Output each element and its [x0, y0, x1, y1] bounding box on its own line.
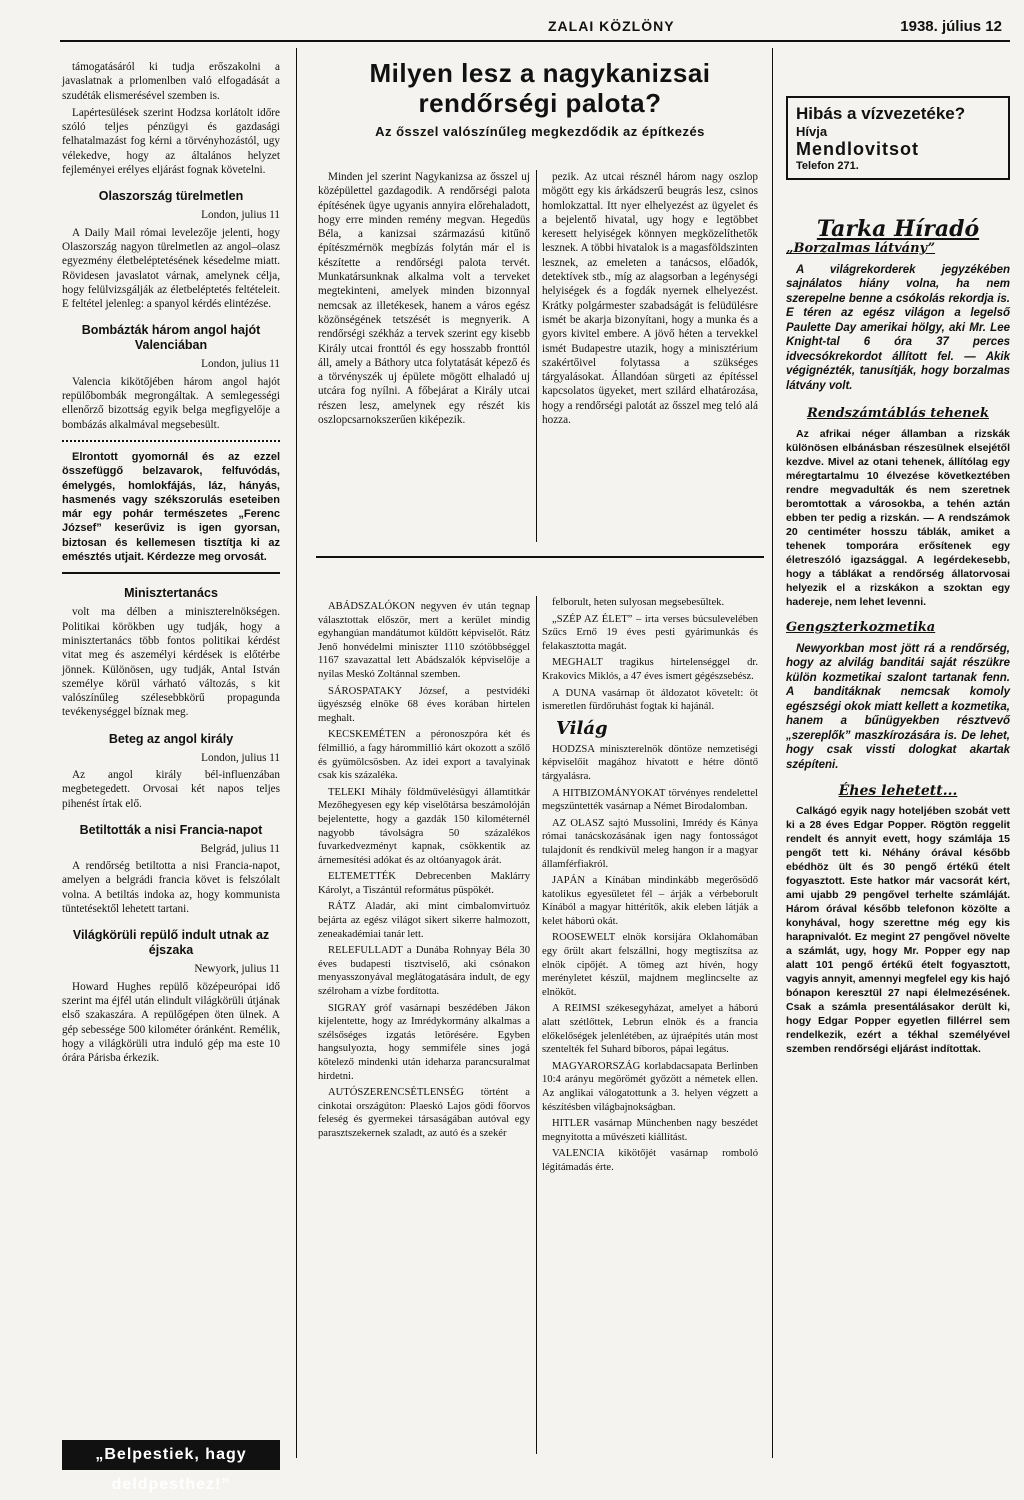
news-item: JAPÁN a Kínában mindinkább megerősödő katolikus egyesületet fél – árják a vérbeborult Kínából a magyar hittérítők, akik eleben látják a kelet háború okát. — [542, 875, 758, 927]
advertisement-banner: „Belpestiek, hagy deldpesthez!” — [62, 1440, 280, 1470]
news-item: felborult, heten sulyosan megsebesültek. — [552, 597, 725, 608]
news-item: A HITBIZOMÁNYOKAT törvényes rendelettel megszüntették vasárnap a Német Birodalomban. — [542, 787, 758, 813]
header-rule — [60, 40, 1010, 42]
newspaper-name: ZALAI KÖZLÖNY — [548, 18, 675, 34]
news-column-4 — [542, 596, 758, 1178]
news-item: HODZSA miniszterelnök döntöze nemzetiségi képviselőit magához hívatott e hétre döntő tárgyalásra. — [542, 743, 758, 782]
page-header — [0, 14, 1024, 40]
separator — [62, 440, 280, 442]
headline-francia-nap: Betiltották a nisi Francia-napot — [79, 822, 263, 837]
main-article-header — [316, 58, 764, 139]
column-divider — [536, 596, 537, 1454]
section-title: Tarka Híradó — [816, 216, 980, 242]
main-headline: Milyen lesz a nagykanizsai rendőrségi palota? — [369, 58, 711, 118]
column-divider — [296, 48, 297, 1458]
column-5 — [786, 216, 1010, 1059]
news-item: MAGYARORSZÁG korlabdacsapata Berlinben 10:4 arányu megörömét győzött a németek ellen. Az anglikai válogatottunk a 3. helyen végzett a készítésben világbajnokságban. — [542, 1060, 758, 1113]
column-1 — [62, 60, 280, 1068]
article-body: volt ma délben a miniszterelnökségen. Politikai körökben ugy tudják, hogy a minisztertanács több fontos politikai kérdést vitat meg és aszemélyi kérdések is előtérbe jönnek. Különösen, ugy tudják, Antal István személye körül várható változás, s kit valószínűleg szélesebbkörű propagunda tevékenységgel bíznak meg. — [62, 606, 280, 719]
headline-minisztertanacs: Minisztertanács — [124, 586, 218, 601]
news-item: HITLER vasárnap Münchenben nagy beszédet megnyitotta a művészeti kiállítást. — [542, 1118, 758, 1143]
headline-olaszorszag: Olaszország türelmetlen — [98, 189, 244, 204]
article-body: Valencia kikötőjében három angol hajót repülőbombák megrongáltak. A semlegességi ellenőrző bizottság egyik belga megfigyelője a bombázás alkalmával megsebesült. — [62, 375, 280, 431]
news-item: MEGHALT tragikus hirtelenséggel dr. Krakovics Miklós, a 47 éves ismert gégészsebész. — [542, 657, 758, 682]
separator — [62, 572, 280, 574]
lead-paragraph: támogatásáról ki tudja erőszakolni a javaslatnak a prlomenlben való elfogadását a szudéták elismerésével szemben is. — [62, 61, 280, 102]
headline-beteg-kiraly: Beteg az angol király — [108, 731, 234, 746]
article-body: Howard Hughes repülő középeurópai idő szerint ma éjfél után elindult világkörüli útjának első szakaszára. A repülőgépen öten ülnek. A gép sebessége 500 kilométer óránként. Remélik, hogy a világkörüli utra induló gép ma este 10 órára Párisba érkezik. — [62, 980, 280, 1065]
lead-paragraph: Lapértesülések szerint Hodzsa korlátolt időre szóló teljes pénzügyi és gazdasági felhatalmazást fog kérni a törvényhozástól, ugy vélekedve, hogy az általános helyzet fejleményei erélyes eljárást fognak követelni. — [62, 106, 280, 177]
article-body: Calkágó egyik nagy hoteljében szobát vett ki a 28 éves Edgar Popper. Rögtön reggelit rendelt és annyit evett, hogy számlája 15 pengőt tett ki. Néhány órával később ebédhöz ült és 30 pengő értékű ételt fogyasztott. Este hatkor már vacsorát kért, ami ujabb 29 pengővel terhelte számláját. Három órával később telefonon közölte a konyhával, hogy szerettne még egy kis harapnivalót. Ez megint 27 pengővel növelte a számlát, ugy, hogy Mr. Popper egy nap alatt 101 pengő értékű ételt fogyasztott, vagyis annyit, amennyi megfelel egy kis hajó bónapon keresztül 27 napi élelmezésének. Csak a számla presentálásakor derült ki, hogy Edgar Popper egyetlen fillérrel sem rendelkezik, ezért a tékhal személyével szemben rendőrségi eljárást indítottak. — [786, 805, 1010, 1056]
news-item: AZ OLASZ sajtó Mussolini, Imrédy és Kánya római tanácskozásának igen nagy fontosságot tulajdonít és rendkívül meleg hangon ír a magyar államférfiakról. — [542, 817, 758, 870]
main-subheadline: Az ősszel valószínűleg megkezdődik az építkezés — [375, 124, 705, 139]
news-item: RÁTZ Aladár, aki mint cimbalomvirtuóz bejárta az egész világot sikert sikerre halmozott, zeneakadémiai tanár lett. — [318, 901, 530, 940]
dateline: London, julius 11 — [201, 751, 280, 764]
article-body: Az angol király bél-influenzában megbetegedett. Orvosai két napos teljes pihenést írtak elő. — [62, 768, 280, 810]
news-item: KECSKEMÉTEN a péronoszpóra két és félmillió, a fagy hárommillió kárt okozott a szőlő és gyümölcsösben. Az idei export a tavalyinak csak kis százaléka. — [318, 729, 530, 782]
article-body: pezik. Az utcai résznél három nagy oszlop mögött egy kis árkádszerű beugrás lesz, csinos homlokzattal. Itt nyer elhelyezést az ügyelet és a bejelentő hivatal, ugy hogy e legtöbbet keresett helyiségek könnyen megközelíthetők lesznek. A többi hivatalok is a magasföldszinten lesznek, az emeleten a tanácsos, előadók, detektívek stb., míg az alagsorban a legénységi helyiségek és a fogdák nyernek elhelyezést. Krátky polgármester szabadságát is felüdülésre ismét be akarja bizonyítani, hogy a munka és a gyors kivitel embere. A jövő héten a tervekkel ismét Budapestre utazik, hogy a minisztérium szakértőivel folytassa a szükséges tárgyalásokat. Állandóan sürgeti az építéssel kapcsolatos ügyeket, mert szilárd elhatározása, hogy a rendőrségi palotát az ősszel meg teló alá hozza. — [542, 171, 758, 427]
news-item: SIGRAY gróf vasárnapi beszédében Jákon kijelentette, hogy az Imrédykormány alkalmas a szélsőséges izgatás letörésére. Egyben hangsulyozta, hogy semmiféle sines jogá kötelező mindenki után ideharza parancsuralmat hirdetni. — [318, 1002, 530, 1082]
article-body: Newyorkban most jött rá a rendőrség, hogy az alvilág banditái saját részükre külön kozmetikai szalont tartanak fenn. A banditáknak nemcsak komoly egészségi okok miatt kellett a kozmetika, hanem a bűnügyekben résztvevő „szereplők” maszkírozására is. De lehet, hogy csak vissti dologkat akartak szépíteni. — [786, 642, 1010, 771]
article-body: A Daily Mail római levelezője jelenti, hogy Olaszország nagyon türelmetlen az angol–olasz egyezmény életbeléptetésének késedelme miatt. Rövidesen javaslatot várnak, amelynek célja, hogy felülvizsgálják az életbeléptetés feltételeit. E feltétel jelenleg: a spanyol kérdés elintézése. — [62, 226, 280, 311]
headline-bombaztak: Bombázták három angol hajót Valenciában — [81, 323, 261, 353]
advertisement-ferenc-jozsef: Elrontott gyomornál és az ezzel összefüggő belzavarok, felfuvódás, émelygés, homlokfájás, láz, hányás, hasmenés vagy székszorulás eseteiben már egy pohár természetes „Ferenc József” keserűviz is igen gyorsan, biztosan és kellemesen tisztítja ki az emésztés utjait. Kérdezze meg orvosát. — [62, 450, 280, 564]
news-item: AUTÓSZERENCSÉTLENSÉG történt a cinkotai országúton: Plaeskó Lajos gödi főorvos feleség és gyermekei társaságában autóval egy parasztszekernek szaladt, az autó és a szekér — [318, 1087, 530, 1139]
article-body: Az afrikai néger államban a rizskák különösen elbánásban részesülnek elsejétől kezdve. Mivel az otani tehenek, állítólag egy méregtartalmu 10 élvezése következtében rendre megvadulták és nem szeretnek beromtottak a városokba, a tehén aztán ebben ter pedig a rizskán. — A rendszámok 20 centiméter hosszu táblák, amiket a tehenek tomporára erősítenek egy életreszóló igazsággal. A legérdekesebb, hogy a táblákat a rendőrség állatorvosai helyezik el a rizskákon a szoktan egy hadereje, nem lehet levenni. — [786, 428, 1010, 609]
ad-call: Hívja — [796, 124, 828, 139]
news-item: ELTEMETTÉK Debrecenben Maklárry Károlyt, a Tiszántúl református püspökét. — [318, 871, 530, 896]
headline-rendszamtablas: Rendszámtáblás tehenek — [807, 406, 989, 422]
main-article-left — [318, 170, 530, 430]
news-column-3 — [318, 600, 530, 1144]
headline-borzalmas: „Borzalmas látvány” — [786, 241, 936, 257]
dateline: Newyork, julius 11 — [194, 963, 280, 976]
column-divider — [536, 170, 537, 542]
dateline: London, julius 11 — [201, 358, 280, 371]
news-item: RELEFULLADT a Dunába Rohnyay Béla 30 éves budapesti tisztviselő, aki csónakon menyasszonyával meglátogatására indult, de egy szélroham a vízbe fordította. — [318, 945, 530, 998]
article-body: A rendőrség betiltotta a nisi Francia-napot, amelyen a belgrádi francia követ is felszólalt volna. A betiltás indoka az, hogy kommunista tüntetésektől lehetett tartani. — [62, 860, 280, 916]
headline-vilagkoruli-repulo: Világkörüli repülő indult utnak az éjszaka — [72, 928, 270, 958]
main-article-right — [542, 170, 758, 430]
news-item: ABÁDSZALÓKON negyven év után tegnap választottak először, mert a kerület mindig egyhangúan mandátumot küldött képviselőt. Rátz Jenő honvédelmi miniszter 1110 szótöbbséggel 1167 szavazattal lett Abádszalók képviselője a nyilas Meskó Zoltánnal szemben. — [318, 601, 530, 680]
ad-phone: Telefon 271. — [796, 160, 859, 172]
advertisement-mendlovits — [786, 96, 1010, 180]
ad-name: Mendlovitsot — [796, 139, 919, 159]
article-body: Minden jel szerint Nagykanizsa az ősszel uj középülettel gazdagodik. A rendőrségi palota építésének ügye ugyanis annyira előrehaladott, hogy erre minden remény megvan. Hegedüs Béla, a kanizsai származású kitűnő építészmérnök megbízás folytán már el is készítette a rendőrségi palota tervét. Munkatársunknak alkalma volt a terveket megtekinteni, amelyek minden bizonnyal nemcsak az illetékesek, hanem a város egész közönségének tetszését is megnyerik. A rendőrségi székház a tervek szerint egy kisebb Király utcai fronttól és egy hosszabb fronttól áll, amely a Báthory utca folytatását képező és a törvényszék uj épülete mögött elhaladó uj utcára fog nyílni. A főbejárat a Király utcai részen lesz, amelynek egy részét kis oszlopcsarnokszerűen kiképezik. — [318, 171, 530, 427]
issue-date: 1938. július 12 — [900, 18, 1002, 35]
news-item: A DUNA vasárnap öt áldozatot követelt: öt ismeretlen fürdőruhást fogtak ki hajánál. — [542, 687, 758, 713]
headline-gengszterkozmetika: Gengszterkozmetika — [786, 620, 936, 636]
dateline: Belgrád, julius 11 — [200, 842, 280, 855]
article-body: A világrekorderek jegyzékében sajnálatos hiány volna, ha nem szerepelne benne a csókolás rekordja is. E téren az egész világon a legelső Paulette Day amerikai hölgy, aki Mr. Lee Knight-tal 6 óra 37 perces idvecsókrekordot állított fel. — Akik végignézték, tanusítják, hogy borzalmas látvány volt. — [786, 263, 1010, 392]
news-item: „SZÉP AZ ÉLET” – irta verses búcsulevelében Szűcs Ernő 19 éves pesti gyárimunkás és felakasztotta magát. — [542, 613, 758, 652]
column-divider — [772, 48, 773, 1458]
news-item: SÁROSPATAKY József, a pestvidéki ügyészség elnöke 68 éves korában hirtelen meghalt. — [318, 685, 530, 724]
main-article-rule — [316, 556, 764, 558]
news-item: ROOSEWELT elnök korsijára Oklahomában egy őrült akart felszállni, hogy megtiszítsa az elnök cipőjét. A tömeg azt hívén, hogy merényletet készül, majdnem meglincselte az elnököt. — [542, 932, 758, 998]
news-item: TELEKI Mihály földművelésügyi államtitkár Mezőhegyesen egy kép viselőtársa beszámolóján bejelentette, hogy a gazdák 150 kilométernél nagyobb távolságra 50 százalékos fuvarkedvezményt kapnak, csökkentik az árnemesítési adókat és az oltóanyagok árát. — [318, 786, 530, 866]
headline-ehes: Éhes lehetett... — [838, 783, 958, 800]
dateline: London, julius 11 — [201, 209, 280, 222]
news-item: A REIMSI székesegyházat, amelyet a háború alatt szétlőttek, Lebrun elnök és a francia előkelőségek jelenlétében, az újraépítés után most szentelték fel Suhard bíboros, pápai legátus. — [542, 1003, 758, 1056]
vilag-logo: Világ — [556, 717, 608, 739]
news-item: VALENCIA kikötőjét vasárnap romboló légitámadás érte. — [542, 1148, 758, 1173]
ad-title: Hibás a vízvezetéke? — [796, 104, 966, 123]
